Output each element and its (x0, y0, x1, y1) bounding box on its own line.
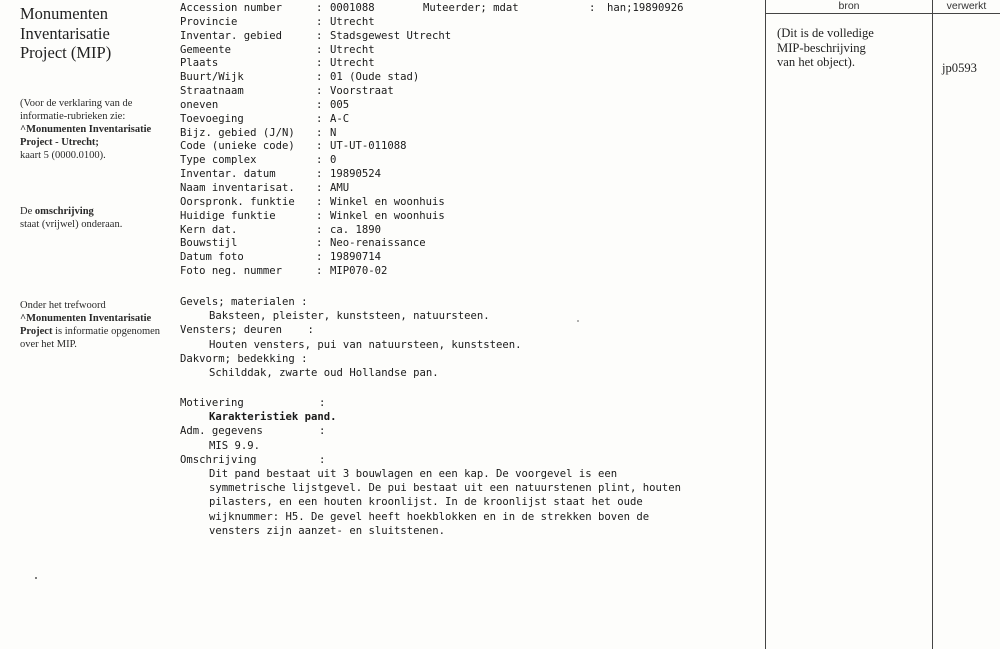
field-row (180, 196, 760, 210)
field-label: Type complex (180, 154, 257, 167)
field-value: 19890714 (330, 251, 382, 264)
field-separator: : (316, 29, 323, 42)
scan-speck (577, 320, 579, 322)
header-rule (765, 13, 1000, 14)
section-body: Baksteen, pleister, kunststeen, natuursteen. (209, 310, 490, 323)
section-heading: Dakvorm; bedekking : (180, 352, 308, 365)
field-label: Naam inventarisat. (180, 181, 295, 194)
field-label: Straatnaam (180, 85, 244, 98)
field-value: ca. 1890 (330, 223, 382, 236)
field-row (180, 265, 760, 279)
field-label: Datum foto (180, 251, 244, 264)
field-row (180, 182, 760, 196)
field-separator: : (316, 237, 323, 250)
sidebar-note-omschrijving (20, 205, 172, 231)
field-value: Voorstraat (330, 85, 394, 98)
verwerkt-cell: jp0593 (942, 61, 977, 75)
field-separator: : (316, 2, 323, 14)
field-value: Winkel en woonhuis (330, 209, 445, 222)
sidebar-note-trefwoord (20, 299, 172, 351)
section-heading-row (180, 396, 760, 410)
field-value: 0 (330, 154, 337, 167)
field-value: 0001088 (330, 2, 375, 14)
section-heading: Motivering (180, 397, 244, 409)
field-label: Buurt/Wijk (180, 71, 244, 84)
note-text: staat (vrijwel) onderaan. (20, 219, 123, 230)
field-row (180, 140, 760, 154)
field-separator: : (319, 453, 326, 466)
field-label: Accession number (180, 2, 283, 14)
field-label: Inventar. datum (180, 168, 276, 181)
record-fields (180, 2, 760, 279)
section-heading: Omschrijving (180, 453, 257, 466)
field-value: Utrecht (330, 43, 375, 56)
note-bold: omschrijving (34, 206, 94, 217)
section-heading-row (180, 424, 760, 438)
column-divider (932, 0, 933, 649)
field-separator: : (316, 265, 323, 278)
field-label: Plaats (180, 57, 219, 70)
bron-cell: (Dit is de volledige MIP-beschrijving van het object). (777, 26, 874, 69)
field-label: Gemeente (180, 43, 232, 56)
field-separator: : (316, 15, 323, 28)
field-separator: : (319, 425, 326, 438)
note-text: (Voor de verklaring van de informatie-rubrieken zie: (20, 98, 133, 122)
section-body: MIS 9.9. (209, 439, 261, 452)
field-value: MIP070-02 (330, 265, 388, 278)
field-label: Bouwstijl (180, 237, 238, 250)
field-separator: : (316, 209, 323, 222)
note-text: kaart 5 (0000.0100). (20, 150, 106, 161)
field-separator: : (316, 71, 323, 84)
field-value: Winkel en woonhuis (330, 195, 445, 208)
scan-speck (35, 577, 37, 579)
field-label: Foto neg. nummer (180, 265, 283, 278)
column-header-verwerkt: verwerkt (946, 0, 987, 12)
field-label: Provincie (180, 15, 238, 28)
field-row (180, 85, 760, 99)
field-separator: : (589, 2, 596, 14)
sidebar-title: Monumenten Inventarisatie Project (MIP) (20, 4, 112, 62)
field-row (180, 57, 760, 71)
field-row (180, 210, 760, 224)
mutator-value: han;19890926 (607, 2, 684, 14)
note-text: is informatie opgenomen over het MIP. (20, 326, 161, 350)
field-row (180, 237, 760, 251)
field-row (180, 16, 760, 30)
field-row (180, 127, 760, 141)
sidebar (20, 4, 170, 63)
field-value: Utrecht (330, 15, 375, 28)
field-value: 19890524 (330, 168, 382, 181)
field-value: 01 (Oude stad) (330, 71, 420, 84)
note-bold-reference: ^Monumenten Inventarisatie Project - Utrecht; (20, 124, 152, 148)
field-separator: : (316, 195, 323, 208)
section-heading-row (180, 453, 760, 467)
field-separator: : (316, 251, 323, 264)
field-label: Kern dat. (180, 223, 238, 236)
section-body: Schilddak, zwarte oud Hollandse pan. (209, 367, 439, 380)
field-value: Stadsgewest Utrecht (330, 29, 452, 42)
field-row (180, 168, 760, 182)
field-separator: : (316, 112, 323, 125)
field-separator: : (316, 85, 323, 98)
field-row (180, 2, 760, 16)
mutator-label: Muteerder; mdat (423, 2, 519, 14)
section-materials (180, 295, 760, 380)
section-heading: Vensters; deuren : (180, 324, 314, 337)
field-row (180, 113, 760, 127)
field-row (180, 99, 760, 113)
field-separator: : (319, 397, 326, 409)
field-label: Toevoeging (180, 112, 244, 125)
field-label: oneven (180, 98, 219, 111)
field-value: Neo-renaissance (330, 237, 426, 250)
section-heading: Gevels; materialen : (180, 296, 308, 308)
field-label: Inventar. gebied (180, 29, 283, 42)
field-value: UT-UT-011088 (330, 140, 407, 153)
note-bold-reference: ^Monumenten Inventarisatie Project (20, 313, 152, 337)
field-value: Utrecht (330, 57, 375, 70)
field-row (180, 30, 760, 44)
field-row (180, 251, 760, 265)
field-separator: : (316, 140, 323, 153)
field-label: Bijz. gebied (J/N) (180, 126, 295, 139)
field-separator: : (316, 223, 323, 236)
description-body: Dit pand bestaat uit 3 bouwlagen en een kap. De voorgevel is een symmetrische lijstgevel. De pui bestaat uit een natuurstenen plint, houten pilasters, en een houten kroonlijst. In de kroonlijst staat het oude wijknummer: H5. De gevel heeft hoekblokken en in de strekken boven de vensters zijn aanzet- en sluitstenen. (209, 468, 681, 537)
column-divider (765, 0, 766, 649)
field-separator: : (316, 43, 323, 56)
field-row (180, 224, 760, 238)
field-row (180, 154, 760, 168)
field-value: AMU (330, 181, 350, 194)
field-separator: : (316, 168, 323, 181)
field-value: 005 (330, 98, 350, 111)
field-row (180, 71, 760, 85)
field-row (180, 44, 760, 58)
section-heading: Adm. gegevens (180, 425, 263, 438)
field-separator: : (316, 126, 323, 139)
section-body: Houten vensters, pui van natuursteen, kunststeen. (209, 338, 522, 351)
field-separator: : (316, 181, 323, 194)
field-label: Huidige funktie (180, 209, 276, 222)
field-value: N (330, 126, 337, 139)
column-header-bron: bron (838, 0, 860, 12)
note-text: Onder het trefwoord (20, 300, 106, 311)
field-label: Code (unieke code) (180, 140, 295, 153)
section-body: Karakteristiek pand. (209, 411, 337, 424)
field-label: Oorspronk. funktie (180, 195, 295, 208)
field-separator: : (316, 57, 323, 70)
section-motivering (180, 396, 760, 538)
note-text: De (20, 206, 35, 217)
field-value: A-C (330, 112, 350, 125)
field-separator: : (316, 98, 323, 111)
field-separator: : (316, 154, 323, 167)
sidebar-note-verklaring (20, 97, 172, 162)
